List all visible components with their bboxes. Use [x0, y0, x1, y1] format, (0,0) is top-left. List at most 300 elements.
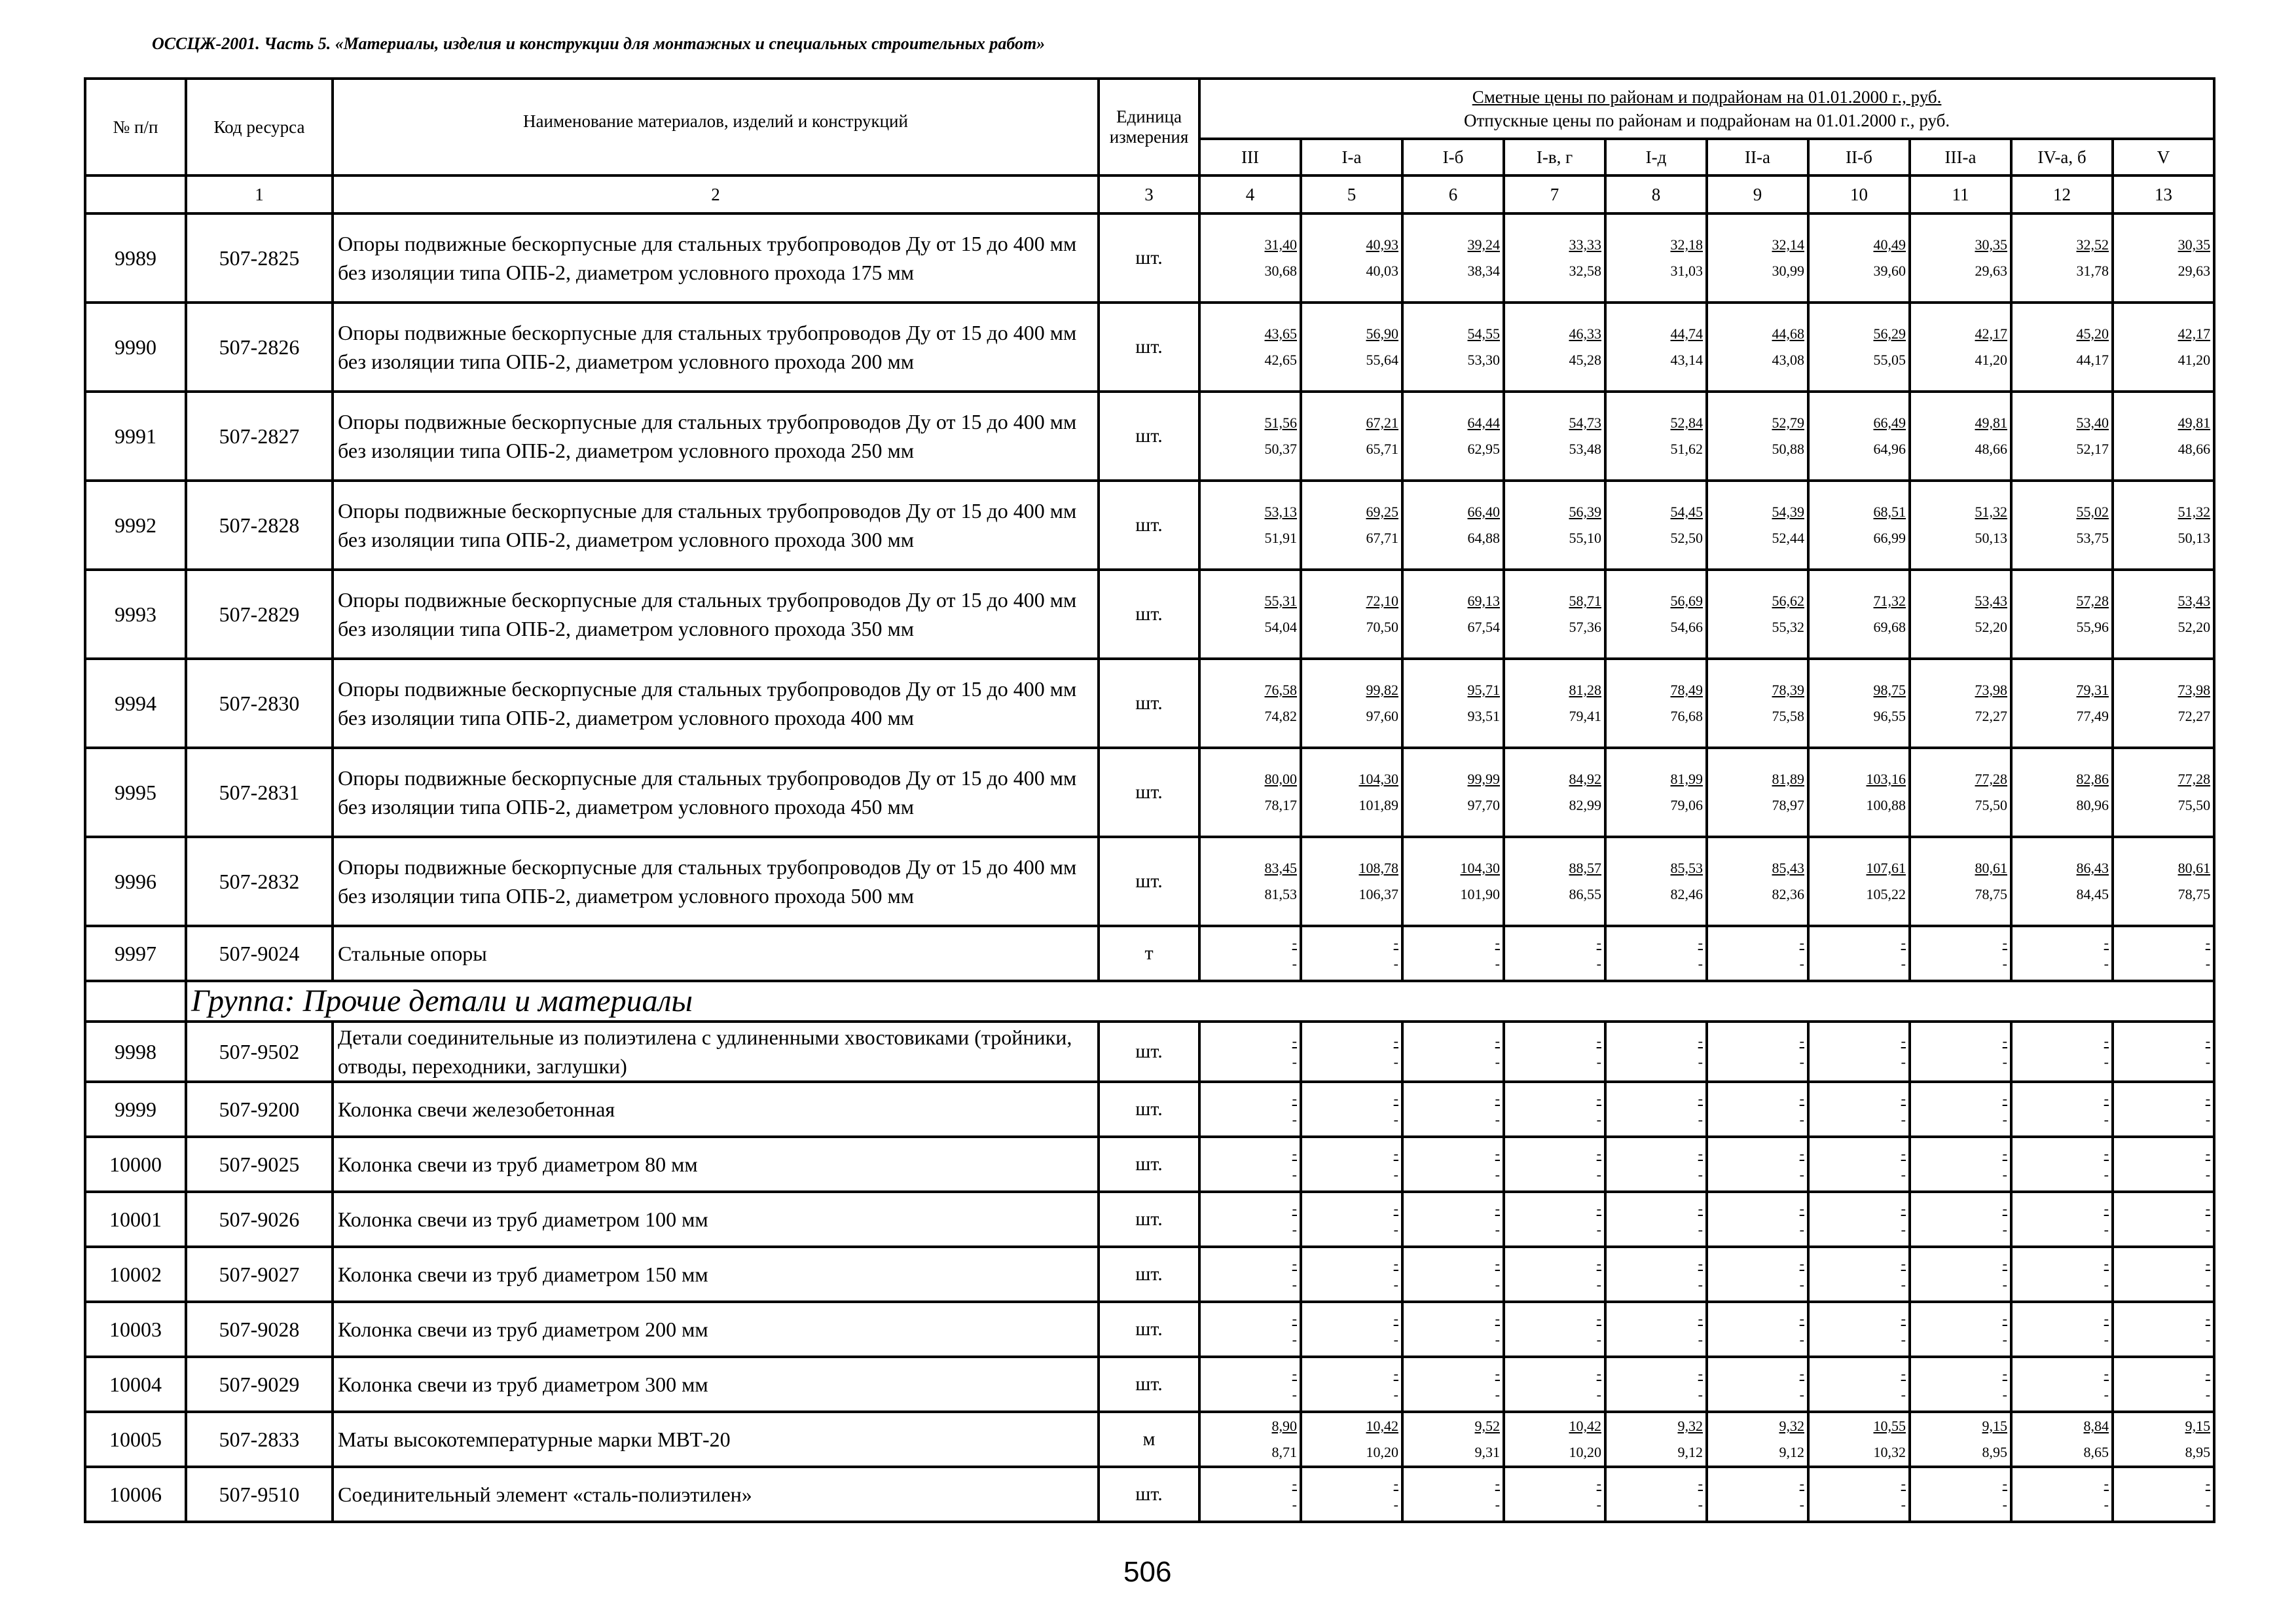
column-number: 3 [1099, 175, 1199, 213]
row-number: 10005 [85, 1412, 186, 1467]
resource-code: 507-9025 [186, 1137, 333, 1192]
estimated-price: - [1495, 1475, 1500, 1492]
price-cell [1301, 481, 1402, 570]
estimated-price: - [2002, 1033, 2007, 1049]
region-header: I-в, г [1504, 139, 1605, 175]
price-cell [1605, 926, 1707, 981]
col-header-num: № п/п [85, 79, 186, 175]
release-price: - [1698, 955, 1703, 972]
table-row [85, 1137, 2214, 1192]
price-cell [1504, 926, 1605, 981]
price-cell [1301, 392, 1402, 481]
release-price: 31,78 [2076, 263, 2109, 279]
estimated-price: 66,40 [1467, 504, 1500, 520]
price-cell [1605, 1302, 1707, 1357]
release-price: 55,64 [1366, 352, 1398, 368]
resource-code: 507-2831 [186, 748, 333, 837]
release-price: - [1901, 1111, 1906, 1128]
release-price: - [1698, 1111, 1703, 1128]
unit-of-measure: шт. [1099, 1302, 1199, 1357]
release-price: 55,10 [1569, 530, 1601, 546]
price-cell [2011, 1247, 2113, 1302]
release-price: - [1901, 1054, 1906, 1070]
estimated-price: 78,39 [1772, 682, 1804, 698]
estimated-price: 8,84 [2083, 1418, 2109, 1434]
resource-code: 507-9502 [186, 1022, 333, 1082]
resource-code: 507-2828 [186, 481, 333, 570]
estimated-price: 78,49 [1670, 682, 1703, 698]
release-price: - [1495, 1166, 1500, 1183]
material-name: Опоры подвижные бескорпусные для стальных трубопроводов Ду от 15 до 400 мм без изоляции типа ОПБ-2, диаметром условного прохода 300 мм [333, 481, 1099, 570]
release-price: 50,88 [1772, 441, 1804, 457]
price-cell [1301, 748, 1402, 837]
price-cell [1504, 392, 1605, 481]
estimated-price: - [1393, 1310, 1398, 1327]
release-price: - [2002, 955, 2007, 972]
estimated-price: 49,81 [1975, 415, 2007, 431]
estimated-price: - [1799, 1365, 1804, 1382]
price-cell [1910, 1022, 2011, 1082]
estimated-price: 9,15 [1982, 1418, 2007, 1434]
release-price: - [1292, 1386, 1297, 1403]
estimated-price: - [1799, 1145, 1804, 1162]
price-cell [1402, 1357, 1504, 1412]
estimated-price: 103,16 [1866, 771, 1906, 787]
column-number: 8 [1605, 175, 1707, 213]
unit-of-measure: шт. [1099, 748, 1199, 837]
price-cell [2113, 748, 2214, 837]
release-price: - [2205, 1054, 2211, 1070]
price-cell [1504, 303, 1605, 392]
release-price: 30,68 [1264, 263, 1297, 279]
price-cell [1707, 570, 1808, 659]
release-price: 50,37 [1264, 441, 1297, 457]
release-price: - [1901, 1276, 1906, 1293]
price-cell [1301, 1302, 1402, 1357]
release-price: - [2002, 1111, 2007, 1128]
table-row [85, 392, 2214, 481]
estimated-price: - [1799, 1475, 1804, 1492]
estimated-price: - [2205, 934, 2211, 951]
estimated-price: - [1698, 1255, 1703, 1272]
estimated-price: 10,55 [1873, 1418, 1906, 1434]
document-header: ОССЦЖ-2001. Часть 5. «Материалы, изделия и конструкции для монтажных и специальных строительных работ» [152, 34, 1046, 53]
estimated-price: 83,45 [1264, 860, 1297, 876]
price-cell [1808, 659, 1910, 748]
estimated-price: - [1292, 1090, 1297, 1107]
release-price: - [1495, 1054, 1500, 1070]
resource-code: 507-2833 [186, 1412, 333, 1467]
price-cell [2113, 1082, 2214, 1137]
estimated-price: - [1698, 1033, 1703, 1049]
release-price: - [1698, 1496, 1703, 1513]
estimated-price: - [1799, 1200, 1804, 1217]
price-cell [1402, 837, 1504, 926]
estimated-price: 32,52 [2076, 236, 2109, 253]
estimated-price: - [1393, 1090, 1398, 1107]
estimated-price: 49,81 [2178, 415, 2211, 431]
price-cell [1910, 1247, 2011, 1302]
release-price: - [1799, 955, 1804, 972]
estimated-price: - [1393, 1255, 1398, 1272]
region-header: II-а [1707, 139, 1808, 175]
estimated-price: - [1799, 1033, 1804, 1049]
group-row [85, 981, 2214, 1022]
price-cell [1402, 1467, 1504, 1522]
estimated-price: 99,82 [1366, 682, 1398, 698]
estimated-price: - [1596, 1255, 1601, 1272]
column-number-blank [85, 175, 186, 213]
release-price: - [1596, 1386, 1601, 1403]
row-number: 10004 [85, 1357, 186, 1412]
price-cell [1301, 926, 1402, 981]
price-cell [1808, 1247, 1910, 1302]
price-cell [2113, 1467, 2214, 1522]
estimated-price: - [1901, 1365, 1906, 1382]
release-price: 78,17 [1264, 797, 1297, 813]
release-price: 41,20 [1975, 352, 2007, 368]
release-price: 84,45 [2076, 886, 2109, 902]
price-cell [1301, 659, 1402, 748]
estimated-price: 80,61 [1975, 860, 2007, 876]
release-price: 66,99 [1873, 530, 1906, 546]
estimated-price: - [1698, 1145, 1703, 1162]
price-cell [1199, 1302, 1301, 1357]
estimated-price: - [1698, 1090, 1703, 1107]
release-price: - [1596, 955, 1601, 972]
unit-of-measure: шт. [1099, 1022, 1199, 1082]
price-cell [1910, 837, 2011, 926]
table-row [85, 1412, 2214, 1467]
estimated-price: 76,58 [1264, 682, 1297, 698]
estimated-price: - [2002, 1200, 2007, 1217]
estimated-price: - [1393, 1200, 1398, 1217]
estimated-price: 9,52 [1474, 1418, 1500, 1434]
release-price: - [1799, 1054, 1804, 1070]
release-price: - [1292, 1111, 1297, 1128]
estimated-price: - [1698, 1310, 1703, 1327]
release-price: 79,06 [1670, 797, 1703, 813]
release-price: 40,03 [1366, 263, 1398, 279]
price-table [84, 77, 2215, 1523]
estimated-price: 56,29 [1873, 325, 1906, 342]
release-price: 76,68 [1670, 708, 1703, 724]
column-number: 6 [1402, 175, 1504, 213]
estimated-price: - [1596, 1145, 1601, 1162]
release-price: - [1393, 1331, 1398, 1348]
release-price: 30,99 [1772, 263, 1804, 279]
price-cell [2113, 926, 2214, 981]
price-cell [1402, 659, 1504, 748]
release-price: - [1292, 955, 1297, 972]
price-cell [1301, 303, 1402, 392]
estimated-price: - [1393, 1145, 1398, 1162]
estimated-price: 51,32 [1975, 504, 2007, 520]
row-number: 10001 [85, 1192, 186, 1247]
estimated-price: - [2002, 1365, 2007, 1382]
estimated-price: 53,13 [1264, 504, 1297, 520]
estimated-price: 44,68 [1772, 325, 1804, 342]
release-price: 51,62 [1670, 441, 1703, 457]
release-price: 54,04 [1264, 619, 1297, 635]
release-price: - [1292, 1276, 1297, 1293]
price-cell [1707, 213, 1808, 303]
estimated-price: 9,32 [1779, 1418, 1804, 1434]
estimated-price: 85,53 [1670, 860, 1703, 876]
page-number: 506 [1123, 1556, 1172, 1588]
price-cell [1605, 1357, 1707, 1412]
table-row [85, 1022, 2214, 1082]
price-cell [1605, 570, 1707, 659]
row-number: 9998 [85, 1022, 186, 1082]
estimated-price: 54,73 [1569, 415, 1601, 431]
region-header: I-а [1301, 139, 1402, 175]
release-price: - [1799, 1221, 1804, 1238]
release-price: 101,89 [1358, 797, 1398, 813]
estimated-price: - [1495, 1090, 1500, 1107]
region-header: I-д [1605, 139, 1707, 175]
estimated-price: 69,13 [1467, 593, 1500, 609]
estimated-price: - [2104, 1365, 2109, 1382]
price-cell [2113, 1247, 2214, 1302]
release-price: 50,13 [1975, 530, 2007, 546]
estimated-price: 52,79 [1772, 415, 1804, 431]
price-cell [1808, 570, 1910, 659]
release-price: - [1698, 1386, 1703, 1403]
estimated-price: 107,61 [1866, 860, 1906, 876]
estimated-price: 80,61 [2178, 860, 2211, 876]
estimated-price: 56,62 [1772, 593, 1804, 609]
price-cell [2113, 1192, 2214, 1247]
price-cell [1402, 1022, 1504, 1082]
release-price: - [1393, 1276, 1398, 1293]
price-cell [1199, 481, 1301, 570]
estimated-price: 54,39 [1772, 504, 1804, 520]
estimated-price: 55,31 [1264, 593, 1297, 609]
price-cell [1808, 1022, 1910, 1082]
price-cell [2011, 213, 2113, 303]
estimated-price: - [2104, 934, 2109, 951]
release-price: 53,48 [1569, 441, 1601, 457]
estimated-price: - [1698, 1200, 1703, 1217]
estimated-price: 10,42 [1569, 1418, 1601, 1434]
price-cell [1301, 1247, 1402, 1302]
release-price: 78,97 [1772, 797, 1804, 813]
col-header-prices [1199, 79, 2214, 139]
price-cell [1910, 1082, 2011, 1137]
release-price: - [2104, 1054, 2109, 1070]
price-cell [1402, 748, 1504, 837]
estimated-price: - [1596, 1033, 1601, 1049]
price-cell [2113, 1022, 2214, 1082]
material-name: Опоры подвижные бескорпусные для стальных трубопроводов Ду от 15 до 400 мм без изоляции типа ОПБ-2, диаметром условного прохода 250 мм [333, 392, 1099, 481]
estimated-price: - [1901, 1145, 1906, 1162]
estimated-price: 73,98 [2178, 682, 2211, 698]
estimated-price: - [1901, 1475, 1906, 1492]
estimated-price: - [1292, 1255, 1297, 1272]
column-number: 7 [1504, 175, 1605, 213]
estimated-price: 39,24 [1467, 236, 1500, 253]
release-price: - [2104, 1111, 2109, 1128]
price-cell [1301, 570, 1402, 659]
estimated-price: - [1292, 1475, 1297, 1492]
price-cell [2113, 837, 2214, 926]
estimated-price: 79,31 [2076, 682, 2109, 698]
estimated-price: - [2205, 1033, 2211, 1049]
release-price: 97,60 [1366, 708, 1398, 724]
release-price: - [2104, 1221, 2109, 1238]
release-price: - [1799, 1276, 1804, 1293]
price-cell [1301, 1082, 1402, 1137]
release-price: - [1901, 1331, 1906, 1348]
price-cell [1301, 1467, 1402, 1522]
price-cell [1402, 1412, 1504, 1467]
estimated-price: 42,17 [1975, 325, 2007, 342]
price-cell [2113, 1137, 2214, 1192]
price-cell [1199, 303, 1301, 392]
unit-of-measure: шт. [1099, 392, 1199, 481]
release-price: 9,31 [1474, 1444, 1500, 1460]
estimated-price: 31,40 [1264, 236, 1297, 253]
row-number: 9997 [85, 926, 186, 981]
release-price: 41,20 [2178, 352, 2211, 368]
release-price: 55,32 [1772, 619, 1804, 635]
unit-of-measure: шт. [1099, 1137, 1199, 1192]
release-price: - [1393, 1166, 1398, 1183]
estimated-price: 81,28 [1569, 682, 1601, 698]
price-cell [1910, 481, 2011, 570]
row-number: 9995 [85, 748, 186, 837]
price-cell [2113, 659, 2214, 748]
estimated-price: 88,57 [1569, 860, 1601, 876]
price-cell [1910, 1137, 2011, 1192]
price-cell [2011, 1022, 2113, 1082]
price-cell [1199, 1247, 1301, 1302]
estimated-price: - [1901, 934, 1906, 951]
price-cell [1402, 303, 1504, 392]
price-cell [2011, 1302, 2113, 1357]
release-price: 50,13 [2178, 530, 2211, 546]
price-cell [2011, 1137, 2113, 1192]
estimated-price: 56,69 [1670, 593, 1703, 609]
price-cell [1301, 1412, 1402, 1467]
row-number: 9990 [85, 303, 186, 392]
region-header: III [1199, 139, 1301, 175]
price-cell [1707, 837, 1808, 926]
estimated-price: 51,56 [1264, 415, 1297, 431]
release-price: 29,63 [1975, 263, 2007, 279]
price-cell [1402, 926, 1504, 981]
estimated-price: - [2002, 1145, 2007, 1162]
release-price: - [1596, 1496, 1601, 1513]
estimated-price: - [2002, 934, 2007, 951]
estimated-price: 40,49 [1873, 236, 1906, 253]
release-price: 77,49 [2076, 708, 2109, 724]
estimated-price: 53,43 [2178, 593, 2211, 609]
table-row [85, 926, 2214, 981]
estimated-price: 8,90 [1271, 1418, 1297, 1434]
release-price: - [2002, 1496, 2007, 1513]
estimated-price: - [2205, 1255, 2211, 1272]
release-price: - [1901, 955, 1906, 972]
estimated-price: - [2205, 1475, 2211, 1492]
release-price: 70,50 [1366, 619, 1398, 635]
estimated-price: - [2002, 1310, 2007, 1327]
release-price: 29,63 [2178, 263, 2211, 279]
price-cell [1199, 1357, 1301, 1412]
release-price: - [2205, 1221, 2211, 1238]
price-cell [2011, 303, 2113, 392]
unit-of-measure: т [1099, 926, 1199, 981]
row-number: 10003 [85, 1302, 186, 1357]
price-cell [1199, 213, 1301, 303]
estimated-price: - [1292, 1365, 1297, 1382]
release-price: - [2002, 1221, 2007, 1238]
price-cell [1605, 213, 1707, 303]
release-price: - [1596, 1276, 1601, 1293]
unit-of-measure: шт. [1099, 303, 1199, 392]
col-header-unit: Единица измерения [1099, 79, 1199, 175]
material-name: Колонка свечи из труб диаметром 150 мм [333, 1247, 1099, 1302]
estimated-price: 69,25 [1366, 504, 1398, 520]
release-price: 67,71 [1366, 530, 1398, 546]
release-price: - [1495, 1331, 1500, 1348]
table-row [85, 1192, 2214, 1247]
release-price: - [2104, 1331, 2109, 1348]
price-cell [1808, 1192, 1910, 1247]
release-price: - [2002, 1331, 2007, 1348]
price-cell [1199, 748, 1301, 837]
release-price: - [1495, 1111, 1500, 1128]
price-cell [1808, 1412, 1910, 1467]
estimated-price: - [2205, 1310, 2211, 1327]
price-cell [1402, 1302, 1504, 1357]
estimated-price: - [2002, 1255, 2007, 1272]
estimated-price: - [1393, 1475, 1398, 1492]
estimated-price: 81,99 [1670, 771, 1703, 787]
release-price: - [1495, 1276, 1500, 1293]
price-cell [1808, 1137, 1910, 1192]
price-cell [2011, 659, 2113, 748]
material-name: Колонка свечи из труб диаметром 200 мм [333, 1302, 1099, 1357]
material-name: Детали соединительные из полиэтилена с удлиненными хвостовиками (тройники, отводы, переходники, заглушки) [333, 1022, 1099, 1082]
price-cell [1504, 1082, 1605, 1137]
release-price: 74,82 [1264, 708, 1297, 724]
price-cell [1301, 837, 1402, 926]
estimated-price: 43,65 [1264, 325, 1297, 342]
estimated-price: 54,45 [1670, 504, 1703, 520]
table-row [85, 481, 2214, 570]
release-price: - [1799, 1166, 1804, 1183]
release-price: - [1495, 1386, 1500, 1403]
release-price: 38,34 [1467, 263, 1500, 279]
estimated-price: - [2104, 1310, 2109, 1327]
region-header: IV-а, б [2011, 139, 2113, 175]
estimated-price: - [1901, 1200, 1906, 1217]
column-number: 2 [333, 175, 1099, 213]
price-cell [1707, 392, 1808, 481]
estimated-price: 52,84 [1670, 415, 1703, 431]
resource-code: 507-2825 [186, 213, 333, 303]
price-cell [1301, 1137, 1402, 1192]
material-name: Колонка свечи из труб диаметром 100 мм [333, 1192, 1099, 1247]
release-price: 64,96 [1873, 441, 1906, 457]
release-price: - [1393, 1054, 1398, 1070]
estimated-price: - [1393, 1033, 1398, 1049]
table-row [85, 570, 2214, 659]
release-price: 10,32 [1873, 1444, 1906, 1460]
price-cell [1707, 1192, 1808, 1247]
